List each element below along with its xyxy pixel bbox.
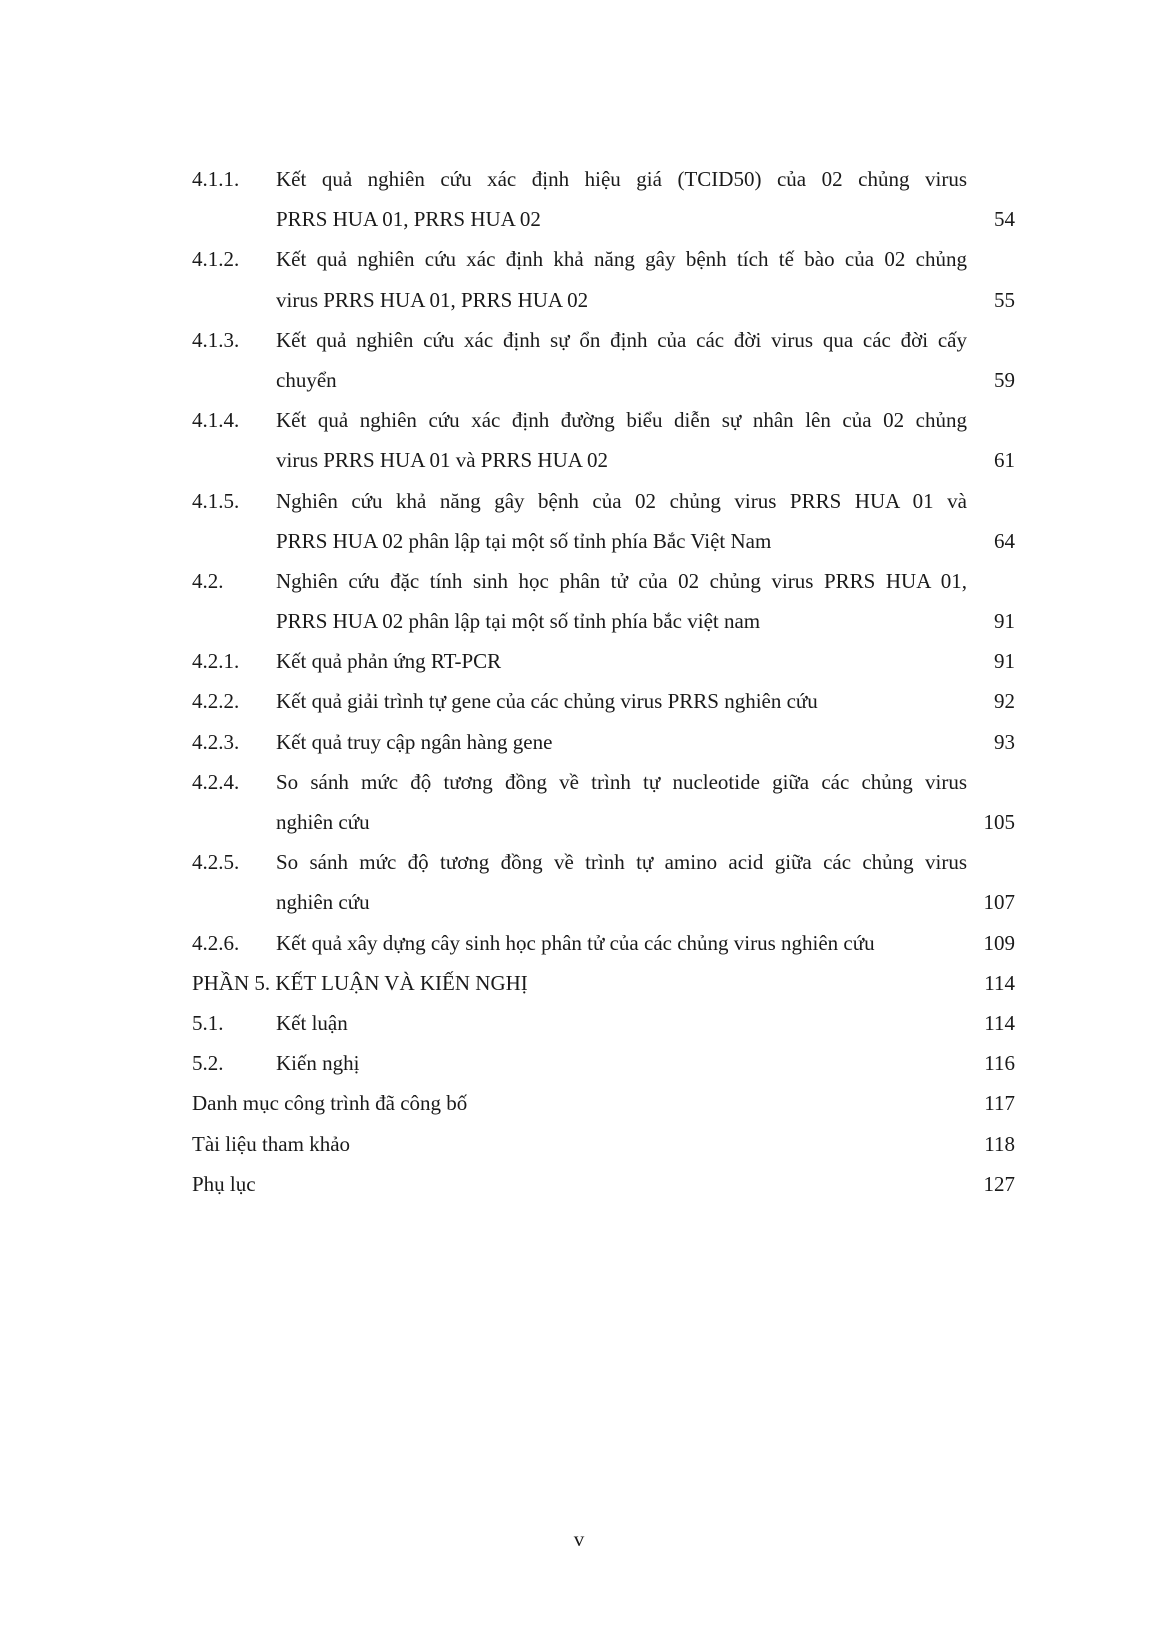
toc-entry-line	[192, 641, 1015, 681]
toc-entry-line	[192, 440, 1015, 480]
section-title: Kiến nghị	[276, 1051, 360, 1076]
section-title: Kết quả phản ứng RT-PCR	[276, 649, 502, 674]
section-title: Kết quả truy cập ngân hàng gene	[276, 729, 553, 754]
section-number: 4.1.2.	[192, 247, 240, 272]
toc-entry-line	[192, 762, 1015, 802]
toc-entry[interactable]	[192, 963, 1015, 1003]
section-number: 4.2.1.	[192, 649, 240, 674]
toc-entry-line	[192, 681, 1015, 721]
section-number: 4.1.4.	[192, 408, 240, 433]
toc-entry-line	[192, 1164, 1015, 1204]
page-ref: 91	[994, 609, 1015, 634]
section-title: PRRS HUA 02 phân lập tại một số tỉnh phía bắc việt nam	[276, 609, 761, 634]
section-title: So sánh mức độ tương đồng về trình tự nucleotide giữa các chủng virus	[276, 769, 967, 794]
section-title: Nghiên cứu đặc tính sinh học phân tử của 02 chủng virus PRRS HUA 01,	[276, 568, 967, 593]
section-title: PRRS HUA 02 phân lập tại một số tỉnh phía Bắc Việt Nam	[276, 528, 772, 553]
page-ref: 118	[984, 1131, 1015, 1156]
toc-entry-line	[192, 280, 1015, 320]
section-title: Kết luận	[276, 1010, 348, 1035]
section-title: Danh mục công trình đã công bố	[192, 1091, 468, 1116]
toc-entry-line	[192, 159, 1015, 199]
toc-entry-line	[192, 360, 1015, 400]
toc-entry-line	[192, 882, 1015, 922]
page-ref: 59	[994, 367, 1015, 392]
toc-entry-line	[192, 1043, 1015, 1083]
section-title: virus PRRS HUA 01, PRRS HUA 02	[276, 287, 589, 312]
section-number: 5.2.	[192, 1051, 224, 1076]
toc-entry[interactable]	[192, 239, 1015, 319]
section-number: 4.1.1.	[192, 167, 240, 191]
toc-entry-line	[192, 722, 1015, 762]
toc-entry-line	[192, 1003, 1015, 1043]
toc-entry[interactable]	[192, 1043, 1015, 1083]
page-ref: 55	[994, 287, 1015, 312]
page-ref: 54	[994, 207, 1015, 232]
section-title: Kết quả nghiên cứu xác định hiệu giá (TCID50) của 02 chủng virus	[276, 167, 967, 191]
page-ref: 116	[984, 1051, 1015, 1076]
section-title: So sánh mức độ tương đồng về trình tự amino acid giữa các chủng virus	[276, 850, 967, 875]
toc-entry[interactable]	[192, 400, 1015, 480]
toc-entry[interactable]	[192, 1164, 1015, 1204]
page-ref: 92	[994, 689, 1015, 714]
section-number: 4.2.4.	[192, 769, 240, 794]
section-title: Nghiên cứu khả năng gây bệnh của 02 chủng virus PRRS HUA 01 và	[276, 488, 967, 513]
section-title: PRRS HUA 01, PRRS HUA 02	[276, 207, 541, 232]
section-number: 5.1.	[192, 1010, 224, 1035]
section-title: PHẦN 5. KẾT LUẬN VÀ KIẾN NGHỊ	[192, 970, 528, 995]
toc-entry[interactable]	[192, 923, 1015, 963]
section-number: 4.2.3.	[192, 729, 240, 754]
section-number: 4.2.	[192, 568, 224, 593]
toc-entry-line	[192, 923, 1015, 963]
page-ref: 91	[994, 649, 1015, 674]
page-ref: 109	[983, 930, 1015, 955]
page-ref: 114	[984, 970, 1015, 995]
toc-entry[interactable]	[192, 842, 1015, 922]
toc-entry[interactable]	[192, 159, 1015, 239]
page-ref: 107	[983, 890, 1015, 915]
toc-entry-line	[192, 1124, 1015, 1164]
section-title: chuyển	[276, 367, 337, 392]
toc-entry-line	[192, 601, 1015, 641]
table-of-contents	[192, 159, 1015, 1204]
toc-entry-line	[192, 481, 1015, 521]
section-number: 4.2.5.	[192, 850, 240, 875]
toc-entry-line	[192, 521, 1015, 561]
page-ref: 105	[983, 810, 1015, 834]
section-number: 4.2.6.	[192, 930, 240, 955]
toc-entry[interactable]	[192, 561, 1015, 641]
section-title: virus PRRS HUA 01 và PRRS HUA 02	[276, 448, 608, 473]
section-title: Tài liệu tham khảo	[192, 1131, 351, 1156]
toc-entry[interactable]	[192, 1003, 1015, 1043]
toc-entry-line	[192, 561, 1015, 601]
page-ref: 61	[994, 448, 1015, 473]
section-title: Kết quả giải trình tự gene của các chủng virus PRRS nghiên cứu	[276, 689, 818, 714]
section-title: Kết quả nghiên cứu xác định đường biểu diễn sự nhân lên của 02 chủng	[276, 408, 967, 433]
section-number: 4.1.3.	[192, 327, 240, 352]
toc-entry-line	[192, 1083, 1015, 1123]
toc-entry[interactable]	[192, 481, 1015, 561]
toc-entry[interactable]	[192, 320, 1015, 400]
toc-entry-line	[192, 199, 1015, 239]
page-ref: 93	[994, 729, 1015, 754]
toc-entry[interactable]	[192, 681, 1015, 721]
page-ref: 114	[984, 1010, 1015, 1035]
page-ref: 117	[984, 1091, 1015, 1116]
page-ref: 127	[983, 1171, 1015, 1196]
toc-entry-line	[192, 963, 1015, 1003]
toc-entry-line	[192, 400, 1015, 440]
toc-entry[interactable]	[192, 722, 1015, 762]
page-ref: 64	[994, 528, 1015, 553]
toc-entry-line	[192, 802, 1015, 842]
toc-entry-line	[192, 842, 1015, 882]
section-title: nghiên cứu	[276, 810, 370, 834]
section-title: Kết quả nghiên cứu xác định khả năng gây bệnh tích tế bào của 02 chủng	[276, 247, 967, 272]
toc-entry[interactable]	[192, 641, 1015, 681]
section-title: Kết quả xây dựng cây sinh học phân tử của các chủng virus nghiên cứu	[276, 930, 875, 955]
toc-entry[interactable]	[192, 1083, 1015, 1123]
section-number: 4.1.5.	[192, 488, 240, 513]
section-title: Kết quả nghiên cứu xác định sự ổn định của các đời virus qua các đời cấy	[276, 327, 967, 352]
section-number: 4.2.2.	[192, 689, 240, 714]
section-title: Phụ lục	[192, 1171, 256, 1196]
toc-entry[interactable]	[192, 762, 1015, 842]
toc-entry-line	[192, 239, 1015, 279]
toc-entry[interactable]	[192, 1124, 1015, 1164]
page-number: v	[573, 1527, 585, 1551]
section-title: nghiên cứu	[276, 890, 370, 915]
toc-entry-line	[192, 320, 1015, 360]
